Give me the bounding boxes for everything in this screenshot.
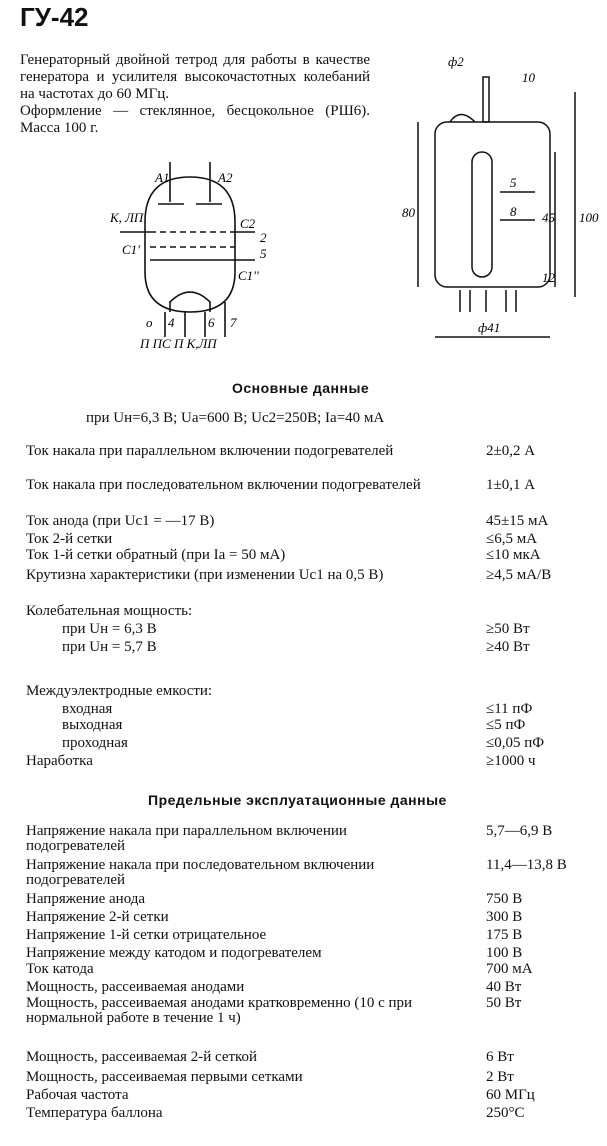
capacitance-value: ≤11 пФ xyxy=(486,701,533,717)
dim-label: ф41 xyxy=(478,320,501,335)
pin-label: 5 xyxy=(260,246,267,261)
limit-value: 750 В xyxy=(486,891,523,907)
main-value: ≥40 Вт xyxy=(486,639,530,655)
pin-label: 4 xyxy=(168,315,175,330)
limits-header: Предельные эксплуатационные данные xyxy=(148,792,447,808)
pin-label: 7 xyxy=(230,315,237,330)
limit-label: Напряжение накала при последовательном включении подогревателей xyxy=(26,857,375,888)
main-value: ≤10 мкА xyxy=(486,547,541,563)
main-label: Ток 1-й сетки обратный (при Iа = 50 мА) xyxy=(26,547,286,563)
capacitance-label: Междуэлектродные емкости: xyxy=(26,683,213,699)
capacitance-value: ≥1000 ч xyxy=(486,753,536,769)
limit-value: 11,4—13,8 В xyxy=(486,857,567,873)
limit-value: 40 Вт xyxy=(486,979,522,995)
limit-label: Напряжение между катодом и подогревателем xyxy=(26,945,322,961)
limit-label: Напряжение 2-й сетки xyxy=(26,909,169,925)
main-value: 1±0,1 А xyxy=(486,477,536,493)
limit-value: 6 Вт xyxy=(486,1049,514,1065)
main-value: ≤6,5 мА xyxy=(486,531,538,547)
capacitance-value: ≤0,05 пФ xyxy=(486,735,545,751)
intro-description: Генераторный двойной тетрод для работы в качестве генератора и усилителя высокочастотных колебаний на частотах до 60 МГц. xyxy=(20,52,370,102)
operating-conditions: при Uн=6,3 В; Uа=600 В; Uс2=250В; Iа=40 мА xyxy=(86,410,385,426)
limit-value: 5,7—6,9 В xyxy=(486,823,553,839)
pin-label: С2 xyxy=(240,216,256,231)
main-value: 45±15 мА xyxy=(486,513,549,529)
limit-value: 250°С xyxy=(486,1105,525,1121)
limit-label: Мощность, рассеиваемая первыми сетками xyxy=(26,1069,303,1085)
capacitance-label: входная xyxy=(62,701,113,717)
main-label: Колебательная мощность: xyxy=(26,603,193,619)
limit-label: Напряжение накала при параллельном включении подогревателей xyxy=(26,823,347,854)
capacitance-label: проходная xyxy=(62,735,128,751)
main-value: ≥50 Вт xyxy=(486,621,530,637)
limit-label: Напряжение анода xyxy=(26,891,146,907)
dim-label: 12 xyxy=(542,270,555,285)
limit-value: 700 мА xyxy=(486,961,533,977)
pin-label: о xyxy=(146,315,153,330)
pin-label: С1'' xyxy=(238,268,259,283)
limit-label: Напряжение 1-й сетки отрицательное xyxy=(26,927,267,943)
limit-label: Рабочая частота xyxy=(26,1087,129,1103)
dim-label: 8 xyxy=(510,204,517,219)
limit-value: 2 Вт xyxy=(486,1069,514,1085)
dim-label: ф2 xyxy=(448,54,464,69)
main-label: при Uн = 6,3 В xyxy=(62,621,157,637)
main-data-header: Основные данные xyxy=(232,380,370,396)
main-label: Ток 2-й сетки xyxy=(26,531,113,547)
intro-design: Оформление — стеклянное, бесцокольное (РШ6). Масса 100 г. xyxy=(20,103,370,136)
main-label: при Uн = 5,7 В xyxy=(62,639,157,655)
main-value: 2±0,2 А xyxy=(486,443,536,459)
dimension-drawing xyxy=(400,52,600,352)
limit-label: Мощность, рассеиваемая 2-й сеткой xyxy=(26,1049,258,1065)
limit-value: 175 В xyxy=(486,927,523,943)
main-label: Ток накала при параллельном включении подогревателей xyxy=(26,443,394,459)
pin-label: 2 xyxy=(260,230,267,245)
dim-label: 10 xyxy=(522,70,535,85)
pin-label: С1' xyxy=(122,242,140,257)
pinout-diagram xyxy=(110,162,280,352)
capacitance-value: ≤5 пФ xyxy=(486,717,526,733)
capacitance-label: Наработка xyxy=(26,753,93,769)
limit-value: 50 Вт xyxy=(486,995,522,1011)
limit-value: 100 В xyxy=(486,945,523,961)
limit-value: 60 МГц xyxy=(486,1087,535,1103)
main-label: Крутизна характеристики (при изменении Uс1 на 0,5 В) xyxy=(26,567,384,583)
main-label: Ток анода (при Uс1 = —17 В) xyxy=(26,513,215,529)
dim-label: 5 xyxy=(510,175,517,190)
page-title: ГУ-42 xyxy=(20,2,89,32)
pin-bottom-label: П ПС П К,ЛП xyxy=(140,336,217,351)
capacitance-label: выходная xyxy=(62,717,123,733)
limit-label: Ток катода xyxy=(26,961,94,977)
main-value: ≥4,5 мА/В xyxy=(486,567,552,583)
dim-label: 45 xyxy=(542,210,555,225)
pin-label: А1 xyxy=(155,170,170,185)
limit-value: 300 В xyxy=(486,909,523,925)
intro-text xyxy=(20,52,370,137)
limit-label: Температура баллона xyxy=(26,1105,163,1121)
main-label: Ток накала при последовательном включении подогревателей xyxy=(26,477,421,493)
dim-label: 80 xyxy=(402,205,415,220)
limit-label: Мощность, рассеиваемая анодами кратковременно (10 с при нормальной работе в течение 1 ч) xyxy=(26,995,413,1026)
pin-label: А2 xyxy=(218,170,233,185)
limit-label: Мощность, рассеиваемая анодами xyxy=(26,979,245,995)
pin-label: 6 xyxy=(208,315,215,330)
pin-label: К, ЛП xyxy=(110,210,144,225)
dim-label: 100 xyxy=(579,210,599,225)
